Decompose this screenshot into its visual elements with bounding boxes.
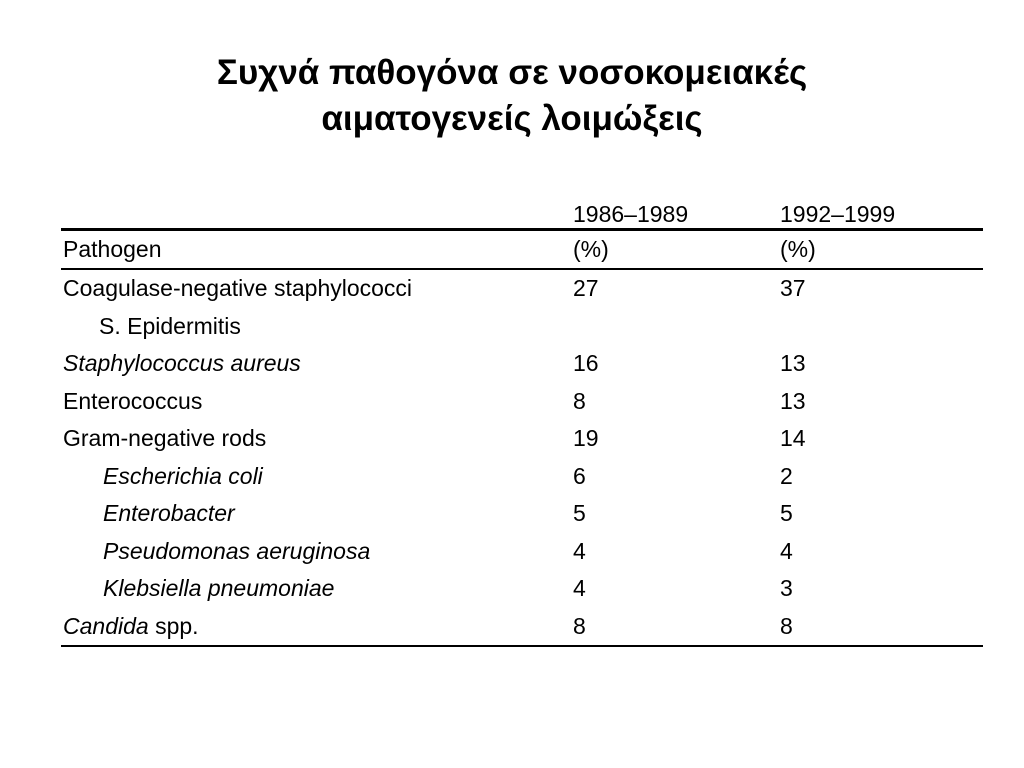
value-1992-1999: 3 (780, 575, 793, 601)
table-row (61, 495, 983, 533)
value-1992-1999: 13 (780, 350, 806, 376)
value-1992-1999: 13 (780, 387, 806, 414)
title-line-2: αιματογενείς λοιμώξεις (321, 99, 703, 138)
value-1992-1999: 14 (780, 425, 806, 451)
value-1992-1999: 37 (780, 275, 806, 301)
table-row (61, 345, 983, 383)
pathogen-name: Enterobacter (103, 500, 235, 526)
pathogen-name: Coagulase-negative staphylococci (63, 275, 413, 301)
period-header-1992-1999: 1992–1999 (780, 201, 896, 227)
value-1992-1999: 4 (780, 537, 793, 564)
pathogen-name: Staphylococcus aureus (63, 350, 301, 376)
table-row (61, 308, 983, 346)
value-1992-1999: 2 (780, 462, 793, 489)
table-row (61, 608, 983, 647)
pathogen-name-italic: Candida (63, 612, 149, 639)
pathogen-column-header: Pathogen (63, 236, 162, 262)
pathogen-name: Enterococcus (63, 387, 203, 414)
slide-title (0, 50, 1024, 142)
pathogen-table (61, 190, 983, 647)
value-1986-1989: 8 (573, 612, 586, 639)
pathogen-name: S. Epidermitis (99, 312, 241, 339)
pathogen-name: Escherichia coli (103, 462, 263, 489)
value-1986-1989: 6 (573, 462, 586, 489)
table-row (61, 533, 983, 571)
value-1986-1989: 27 (573, 275, 599, 301)
table-row (61, 458, 983, 496)
pathogen-name: Pseudomonas aeruginosa (103, 537, 371, 564)
table-row (61, 383, 983, 421)
value-1992-1999: 8 (780, 612, 793, 639)
pathogen-name: Gram-negative rods (63, 425, 267, 451)
unit-header-1: (%) (573, 236, 609, 262)
value-1986-1989: 8 (573, 387, 586, 414)
value-1986-1989: 4 (573, 537, 586, 564)
pathogen-name (63, 608, 199, 644)
table-header-periods (61, 190, 983, 231)
unit-header-2: (%) (780, 236, 816, 262)
title-line-1: Συχνά παθογόνα σε νοσοκομειακές (216, 53, 808, 92)
table-row (61, 570, 983, 608)
table-header-units (61, 231, 983, 270)
pathogen-name-suffix: spp. (148, 612, 199, 639)
value-1986-1989: 19 (573, 425, 599, 451)
value-1986-1989: 16 (573, 350, 599, 376)
value-1986-1989: 4 (573, 575, 586, 601)
table-row (61, 270, 983, 308)
pathogen-name: Klebsiella pneumoniae (103, 575, 335, 601)
value-1992-1999: 5 (780, 500, 793, 526)
period-header-1986-1989: 1986–1989 (573, 201, 689, 227)
value-1986-1989: 5 (573, 500, 586, 526)
table-row (61, 420, 983, 458)
